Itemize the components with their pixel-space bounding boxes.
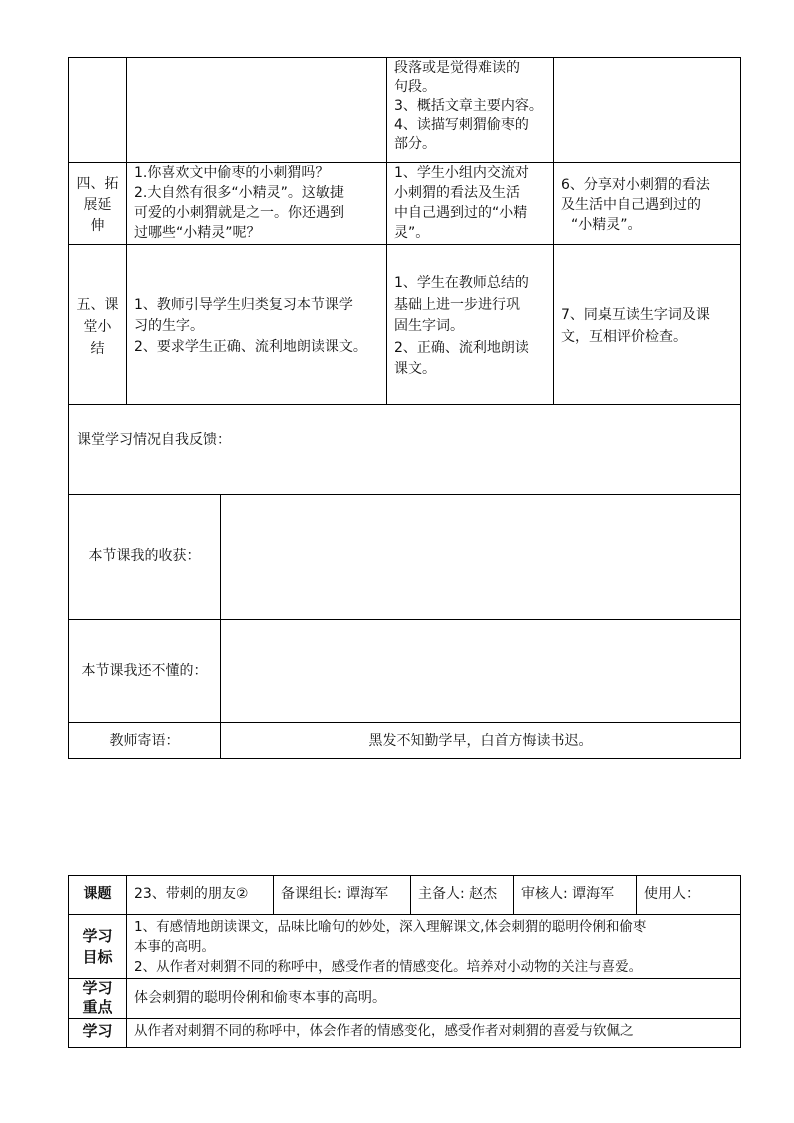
table-border: [553, 57, 554, 405]
table-border: [68, 404, 741, 405]
text-line: 6、分享对小刺猬的看法: [561, 177, 710, 193]
gain-answer-area[interactable]: [222, 496, 739, 618]
text-line: 学习: [82, 979, 113, 997]
text-line: 小刺猬的看法及生活: [394, 185, 520, 201]
text-line: 习的生字。: [134, 318, 204, 334]
user-field: 使用人：: [644, 886, 700, 902]
summary-student-activity: [394, 273, 552, 381]
table-border: [68, 875, 741, 876]
teacher-message: 黑发不知勤学早，白首方悔读书迟。: [368, 733, 593, 749]
table-border: [68, 1047, 741, 1048]
table-border: [513, 875, 514, 915]
text-line: 文，互相评价检查。: [561, 329, 687, 345]
text-line: 1、教师引导学生归类复习本节课学: [134, 297, 353, 313]
text-line: 可爱的小刺猬就是之一。你还遇到: [134, 205, 344, 221]
text-line: “小精灵”。: [571, 217, 642, 233]
text-line: 四、拓: [76, 176, 119, 192]
table-border: [636, 875, 637, 915]
topic-label: 课题: [83, 886, 112, 902]
not-understood-label: 本节课我还不懂的：: [81, 663, 208, 679]
group-leader: 备课组长: 谭海军: [281, 886, 389, 902]
table-border: [68, 1018, 741, 1019]
text-line: 2、从作者对刺猬不同的称呼中，感受作者的情感变化。培养对小动物的关注与喜爱。: [134, 959, 643, 975]
text-line: 展延: [83, 197, 112, 213]
text-line: 1.你喜欢文中偷枣的小刺猬吗？: [134, 165, 330, 181]
key-points: 体会刺猬的聪明伶俐和偷枣本事的高明。: [134, 990, 386, 1006]
teacher-message-label: 教师寄语：: [109, 733, 180, 749]
extend-teacher-activity: [134, 163, 386, 243]
text-line: 重点: [82, 998, 113, 1016]
text-line: 部分。: [394, 136, 436, 152]
continued-student-activity: [394, 59, 552, 154]
topic-value: 23、带刺的朋友②: [134, 886, 249, 902]
text-line: 伸: [90, 218, 105, 234]
table-border: [68, 619, 741, 620]
text-line: 段落或是觉得难读的: [394, 60, 520, 76]
extend-practice: [561, 175, 739, 235]
table-border: [68, 57, 69, 759]
key-points-label: [69, 979, 126, 1017]
text-line: 本事的高明。: [134, 939, 215, 955]
text-line: 堂小: [83, 319, 112, 335]
text-line: 句段。: [394, 79, 436, 95]
stage-summary-label: [69, 294, 126, 360]
text-line: 过哪些“小精灵”呢？: [134, 225, 261, 241]
main-preparer: 主备人: 赵杰: [418, 886, 498, 902]
summary-practice: [561, 304, 739, 348]
table-border: [68, 914, 741, 915]
table-border: [410, 875, 411, 915]
learning-goals: [134, 917, 740, 977]
table-border: [68, 722, 741, 723]
text-line: 固生字词。: [394, 318, 464, 334]
difficulty-text: 从作者对刺猬不同的称呼中，体会作者的情感变化，感受作者对刺猬的喜爱与钦佩之: [134, 1023, 634, 1039]
table-border: [68, 978, 741, 979]
text-line: 3、概括文章主要内容。: [394, 98, 543, 114]
text-line: 4、读描写刺猬偷枣的: [394, 117, 529, 133]
text-line: 1、学生小组内交流对: [394, 165, 529, 181]
text-line: 五、课: [76, 297, 119, 313]
table-border: [273, 875, 274, 915]
text-line: 2.大自然有很多“小精灵”。这敏捷: [134, 185, 344, 201]
text-line: 结: [90, 341, 105, 357]
text-line: 课文。: [394, 361, 436, 377]
table-border: [68, 758, 741, 759]
table-border: [68, 244, 741, 245]
table-border: [126, 57, 127, 405]
difficulty-label: 学习: [82, 1022, 113, 1040]
text-line: 学习: [82, 927, 113, 945]
table-border: [740, 875, 741, 1048]
text-line: 及生活中自己遇到过的: [561, 197, 701, 213]
text-line: 1、有感情地朗读课文，品味比喻句的妙处，深入理解课文,体会刺猬的聪明伶俐和偷枣: [134, 919, 647, 935]
table-border: [386, 57, 387, 405]
table-border: [68, 57, 741, 58]
extend-student-activity: [394, 163, 552, 243]
not-understood-answer-area[interactable]: [222, 621, 739, 721]
self-feedback-label: 课堂学习情况自我反馈：: [77, 432, 231, 448]
summary-teacher-activity: [134, 295, 386, 358]
text-line: 基础上进一步进行巩: [394, 296, 520, 313]
text-line: 7、同桌互读生字词及课: [561, 307, 710, 323]
table-border: [740, 57, 741, 759]
text-line: 1、学生在教师总结的: [394, 275, 529, 291]
text-line: 灵”。: [394, 225, 430, 241]
text-line: 中自己遇到过的“小精: [394, 205, 528, 221]
table-border: [126, 875, 127, 1048]
goals-label: [69, 926, 126, 968]
gain-label: 本节课我的收获：: [88, 548, 201, 564]
reviewer: 审核人: 谭海军: [521, 886, 615, 902]
stage-extend-label: [69, 174, 126, 237]
text-line: 目标: [82, 948, 113, 966]
text-line: 2、正确、流利地朗读: [394, 339, 529, 356]
table-border: [220, 494, 221, 759]
table-border: [68, 494, 741, 495]
text-line: 2、要求学生正确、流利地朗读课文。: [134, 339, 367, 355]
